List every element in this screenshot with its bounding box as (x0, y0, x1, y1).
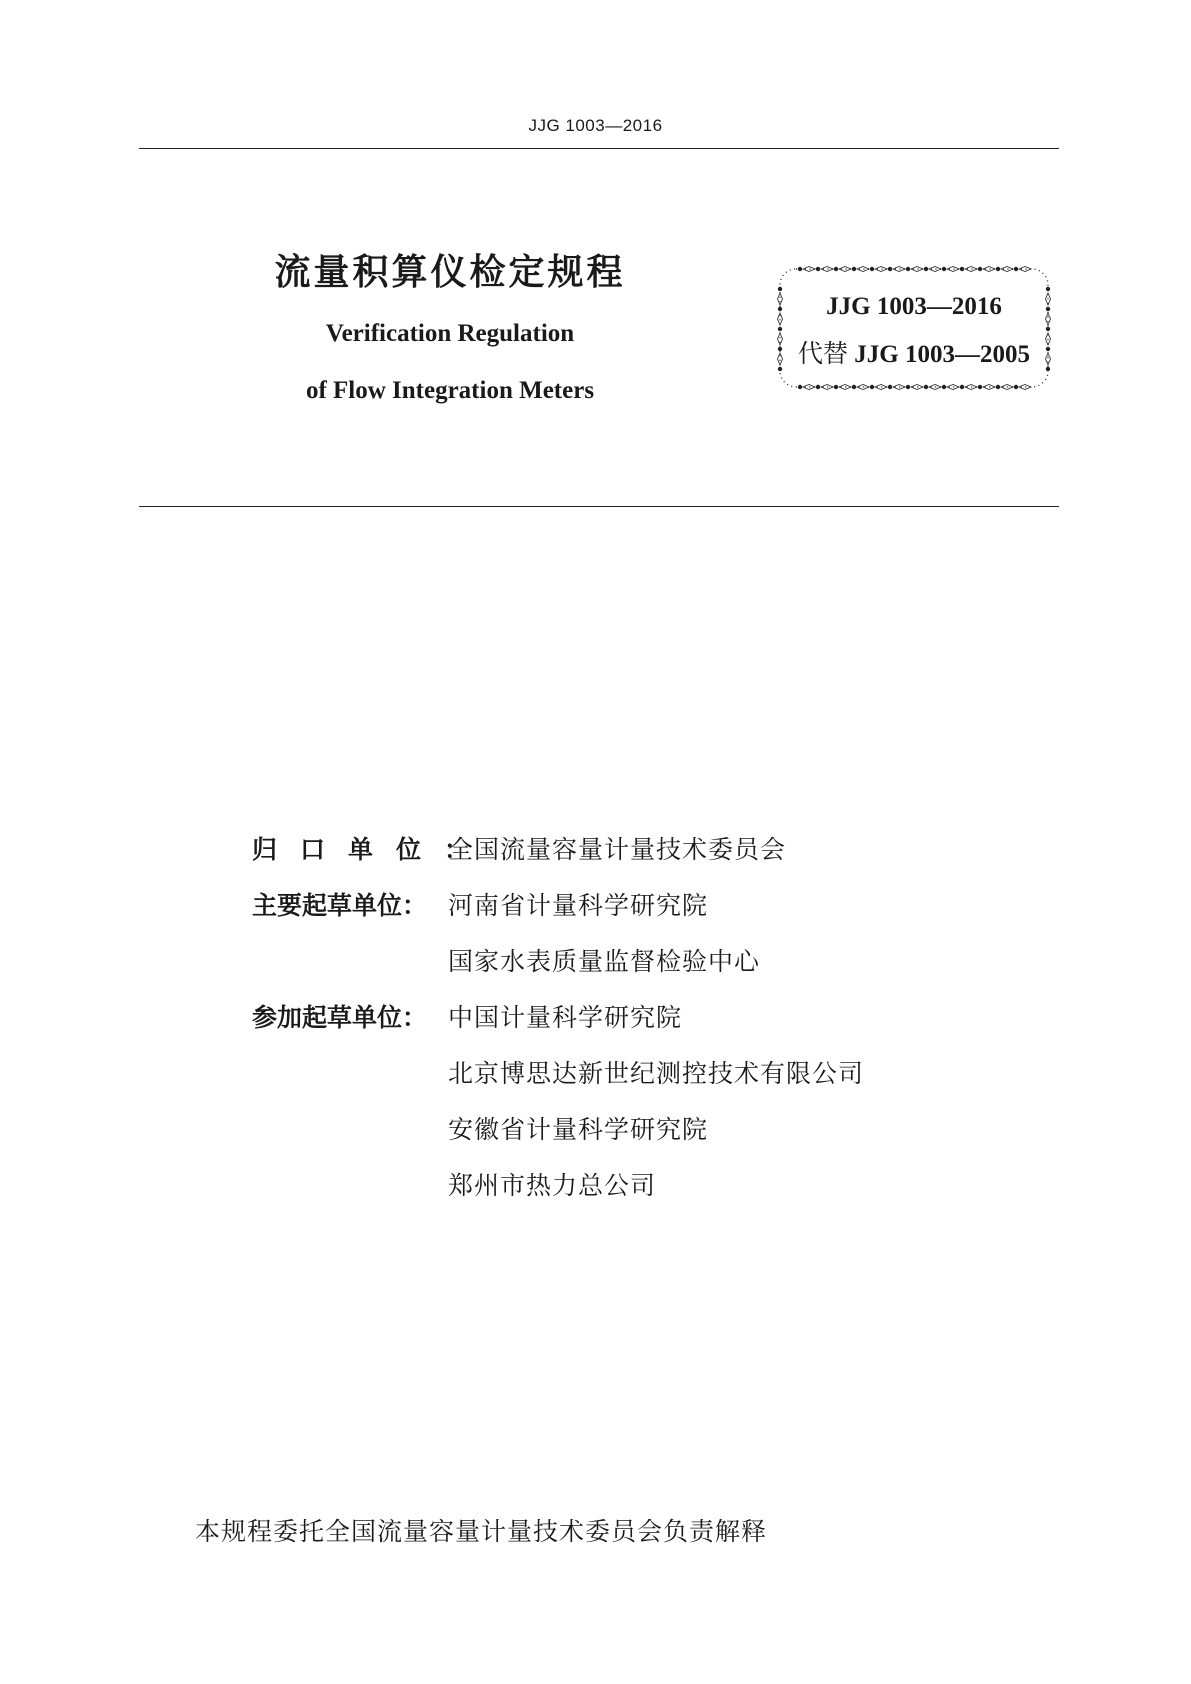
border-dot (960, 267, 964, 271)
top-rule (139, 148, 1059, 149)
border-dot (906, 385, 910, 389)
border-diamond (965, 267, 977, 272)
title-chinese: 流量积算仪检定规程 (274, 252, 626, 293)
border-diamond (821, 267, 833, 272)
border-diamond (983, 267, 995, 272)
border-dot (798, 385, 802, 389)
standard-code: JJG 1003—2016 (826, 293, 1002, 320)
border-dot (852, 385, 856, 389)
standard-code-box (776, 265, 1052, 391)
main-drafters-label: 主要起草单位： (252, 891, 428, 920)
border-dot (834, 385, 838, 389)
border-diamond (803, 267, 815, 272)
participating-drafter: 郑州市热力总公司 (448, 1171, 657, 1200)
decorative-border (776, 265, 1052, 391)
border-diamond (1001, 267, 1013, 272)
border-dot (978, 267, 982, 271)
border-dot (942, 385, 946, 389)
participating-drafter: 安徽省计量科学研究院 (448, 1115, 709, 1144)
border-dot (978, 385, 982, 389)
border-dot (924, 267, 928, 271)
border-diamond (857, 267, 869, 272)
border-dot (924, 385, 928, 389)
border-dot (996, 267, 1000, 271)
replaces-code (776, 334, 1052, 370)
participating-drafters-label: 参加起草单位： (252, 1003, 428, 1032)
responsible-unit-label: 归口单位： (252, 835, 493, 864)
bottom-rule (139, 506, 1059, 507)
interpretation-note: 本规程委托全国流量容量计量技术委员会负责解释 (195, 1517, 768, 1546)
border-diamond (893, 267, 905, 272)
border-dot (852, 267, 856, 271)
border-dot (798, 267, 802, 271)
main-drafter: 河南省计量科学研究院 (448, 891, 709, 920)
border-dot (996, 385, 1000, 389)
border-dot (778, 287, 782, 291)
border-dot (1046, 287, 1050, 291)
border-diamond (911, 267, 923, 272)
border-dot (834, 267, 838, 271)
border-dot (1046, 327, 1050, 331)
replaced-standard-code: JJG 1003—2005 (854, 341, 1030, 368)
border-dot (870, 267, 874, 271)
border-diamond (947, 267, 959, 272)
border-dot (816, 385, 820, 389)
border-dot (1014, 385, 1018, 389)
border-dot (870, 385, 874, 389)
border-diamond (1019, 267, 1031, 272)
header-code: JJG 1003—2016 (528, 116, 663, 135)
replaces-prefix: 代替 (798, 339, 849, 368)
title-english-line1: Verification Regulation (325, 320, 575, 347)
participating-drafter: 北京博思达新世纪测控技术有限公司 (448, 1059, 865, 1088)
border-dot (1014, 267, 1018, 271)
border-dot (906, 267, 910, 271)
responsible-unit: 全国流量容量计量技术委员会 (448, 835, 787, 864)
participating-drafter: 中国计量科学研究院 (448, 1003, 683, 1032)
border-dot (816, 267, 820, 271)
border-dot (888, 267, 892, 271)
border-dot (888, 385, 892, 389)
border-diamond (875, 267, 887, 272)
border-diamond (839, 267, 851, 272)
border-dot (942, 267, 946, 271)
border-diamond (929, 267, 941, 272)
title-english-line2: of Flow Integration Meters (305, 377, 595, 404)
border-dot (778, 327, 782, 331)
main-drafter: 国家水表质量监督检验中心 (448, 947, 761, 976)
border-dot (960, 385, 964, 389)
